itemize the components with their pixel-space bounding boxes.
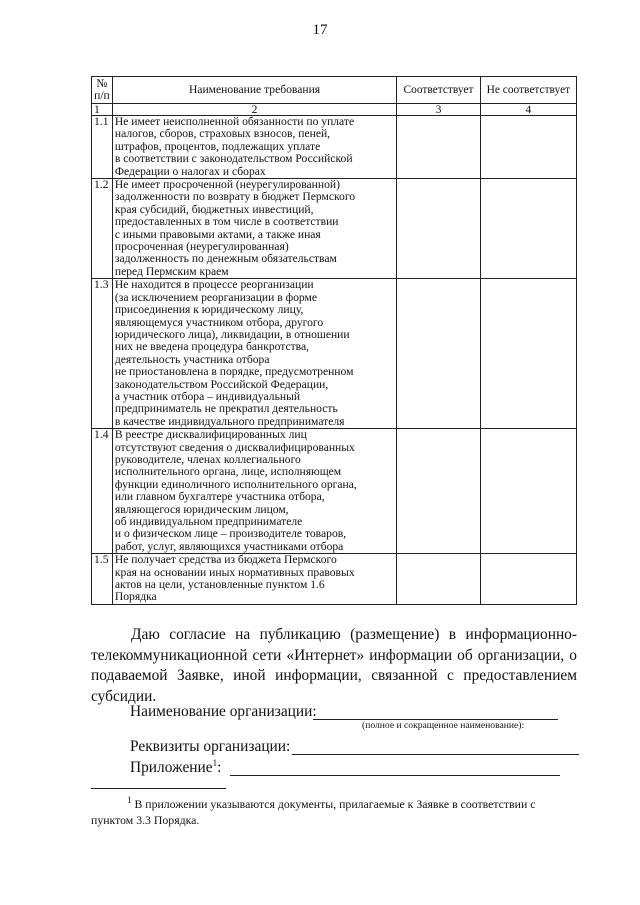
row-number: 1.5 bbox=[92, 554, 113, 605]
requirement-line: работ, услуг, являющихся участниками отбора bbox=[114, 539, 344, 553]
requirement-line: Не имеет просроченной (неурегулированной) bbox=[114, 178, 340, 192]
org-name-label: Наименование организации: bbox=[130, 703, 317, 720]
requirement-line: или главном бухгалтере участника отбора, bbox=[114, 490, 325, 504]
complies-cell[interactable] bbox=[397, 116, 481, 179]
requirement-line: с иными правовыми актами, а также иная bbox=[114, 227, 321, 241]
requirement-line: юридического лица), ликвидации, в отношении bbox=[114, 327, 350, 341]
requirement-text bbox=[112, 116, 396, 179]
requirement-line: штрафов, процентов, подлежащих уплате bbox=[114, 139, 321, 153]
requirement-line: них не введена процедура банкротства, bbox=[114, 340, 310, 354]
requirement-line: в соответствии с законодательством Российской bbox=[114, 152, 353, 166]
requirement-line: не приостановлена в порядке, предусмотренном bbox=[114, 365, 354, 379]
page-number: 17 bbox=[312, 22, 328, 38]
not-complies-cell[interactable] bbox=[480, 279, 576, 429]
table-row bbox=[92, 554, 577, 605]
not-complies-cell[interactable] bbox=[480, 429, 576, 554]
row-number: 1.1 bbox=[92, 116, 113, 179]
requirement-line: В реестре дисквалифицированных лиц bbox=[114, 428, 307, 442]
row-number: 1.4 bbox=[92, 429, 113, 554]
requirement-line: являющегося юридическим лицом, bbox=[114, 502, 289, 516]
table-header-row bbox=[92, 77, 577, 104]
requirement-line: исполнительного органа, лице, исполняющем bbox=[114, 465, 342, 479]
requirement-line: законодательством Российской Федерации, bbox=[114, 377, 329, 391]
requirement-line: руководителе, членах коллегиального bbox=[114, 452, 301, 466]
attachment-label-text: Приложение bbox=[130, 759, 213, 776]
table-row bbox=[92, 116, 577, 179]
complies-cell[interactable] bbox=[397, 179, 481, 279]
footnote bbox=[91, 796, 577, 828]
org-name-hint: (полное и сокращенное наименование): bbox=[362, 720, 525, 731]
footnote-text: В приложении указываются документы, прилагаемые к Заявке в соответствии с пунктом 3.3 Порядка. bbox=[91, 797, 536, 827]
requirement-text bbox=[112, 279, 396, 429]
requirement-line: и о физическом лице – производителе товаров, bbox=[114, 527, 347, 541]
requirement-line: просроченная (неурегулированная) bbox=[114, 240, 289, 254]
table-row bbox=[92, 429, 577, 554]
complies-cell[interactable] bbox=[397, 554, 481, 605]
requirement-line: функции единоличного исполнительного органа, bbox=[114, 477, 357, 491]
requirement-line: (за исключением реорганизации в форме bbox=[114, 290, 317, 304]
requirement-line: края на основании иных нормативных правовых bbox=[114, 565, 355, 579]
column-index-row bbox=[92, 104, 577, 116]
requirement-line: отсутствуют сведения о дисквалифицированных bbox=[114, 440, 355, 454]
header-number: № п/п bbox=[92, 77, 113, 104]
header-requirement-name: Наименование требования bbox=[112, 77, 396, 104]
table-row bbox=[92, 279, 577, 429]
requirement-text bbox=[112, 429, 396, 554]
complies-cell[interactable] bbox=[397, 429, 481, 554]
footnote-divider bbox=[91, 788, 226, 789]
requirement-line: предприниматель не прекратил деятельность bbox=[114, 402, 338, 416]
requirement-line: Не получает средства из бюджета Пермского bbox=[114, 553, 337, 567]
requirement-line: Не имеет неисполненной обязанности по уплате bbox=[114, 115, 355, 128]
requirement-line: деятельность участника отбора bbox=[114, 352, 270, 366]
attachment-colon: : bbox=[217, 759, 222, 776]
requirements-table bbox=[91, 76, 577, 605]
org-details-line[interactable] bbox=[292, 754, 579, 755]
not-complies-cell[interactable] bbox=[480, 116, 576, 179]
org-details-label: Реквизиты организации: bbox=[130, 738, 291, 755]
attachment-line[interactable] bbox=[230, 775, 560, 776]
table-row bbox=[92, 179, 577, 279]
requirement-line: предоставленных в том числе в соответствии bbox=[114, 215, 339, 229]
attachment-footnote-mark: 1 bbox=[212, 757, 218, 768]
requirement-line: являющемуся участником отбора, другого bbox=[114, 315, 324, 329]
requirement-line: Не находится в процессе реорганизации bbox=[114, 278, 314, 292]
requirement-line: а участник отбора – индивидуальный bbox=[114, 389, 301, 403]
requirement-line: Федерации о налогах и сборах bbox=[114, 164, 266, 178]
requirement-text bbox=[112, 179, 396, 279]
row-number: 1.3 bbox=[92, 279, 113, 429]
column-index: 2 bbox=[112, 104, 396, 116]
footnote-mark: 1 bbox=[127, 795, 132, 806]
requirement-line: налогов, сборов, страховых взносов, пеней, bbox=[114, 127, 331, 141]
requirement-line: актов на цели, установленные пунктом 1.6 bbox=[114, 578, 325, 592]
complies-cell[interactable] bbox=[397, 279, 481, 429]
column-index: 4 bbox=[480, 104, 576, 116]
header-complies: Соответствует bbox=[397, 77, 481, 104]
requirement-text bbox=[112, 554, 396, 605]
column-index: 1 bbox=[92, 104, 113, 116]
column-index: 3 bbox=[397, 104, 481, 116]
header-not-complies: Не соответствует bbox=[480, 77, 576, 104]
requirement-line: края субсидий, бюджетных инвестиций, bbox=[114, 202, 314, 216]
consent-paragraph: Даю согласие на публикацию (размещение) в информационно-телекоммуникационной сети «Интернет» информации об организации, о подаваемой Заявке, иной информации, связанной с предоставлением субсидии. bbox=[91, 626, 577, 705]
requirement-line: об индивидуальном предпринимателе bbox=[114, 515, 303, 528]
requirement-line: Порядка bbox=[114, 590, 157, 604]
requirement-line: в качестве индивидуального предпринимателя bbox=[114, 414, 345, 428]
attachment-label bbox=[130, 759, 221, 777]
not-complies-cell[interactable] bbox=[480, 179, 576, 279]
not-complies-cell[interactable] bbox=[480, 554, 576, 605]
requirement-line: присоединения к юридическому лицу, bbox=[114, 303, 304, 317]
requirement-line: задолженности по возврату в бюджет Пермского bbox=[114, 190, 356, 204]
row-number: 1.2 bbox=[92, 179, 113, 279]
requirement-line: перед Пермским краем bbox=[114, 264, 229, 278]
requirement-line: задолженность по денежным обязательствам bbox=[114, 252, 337, 266]
